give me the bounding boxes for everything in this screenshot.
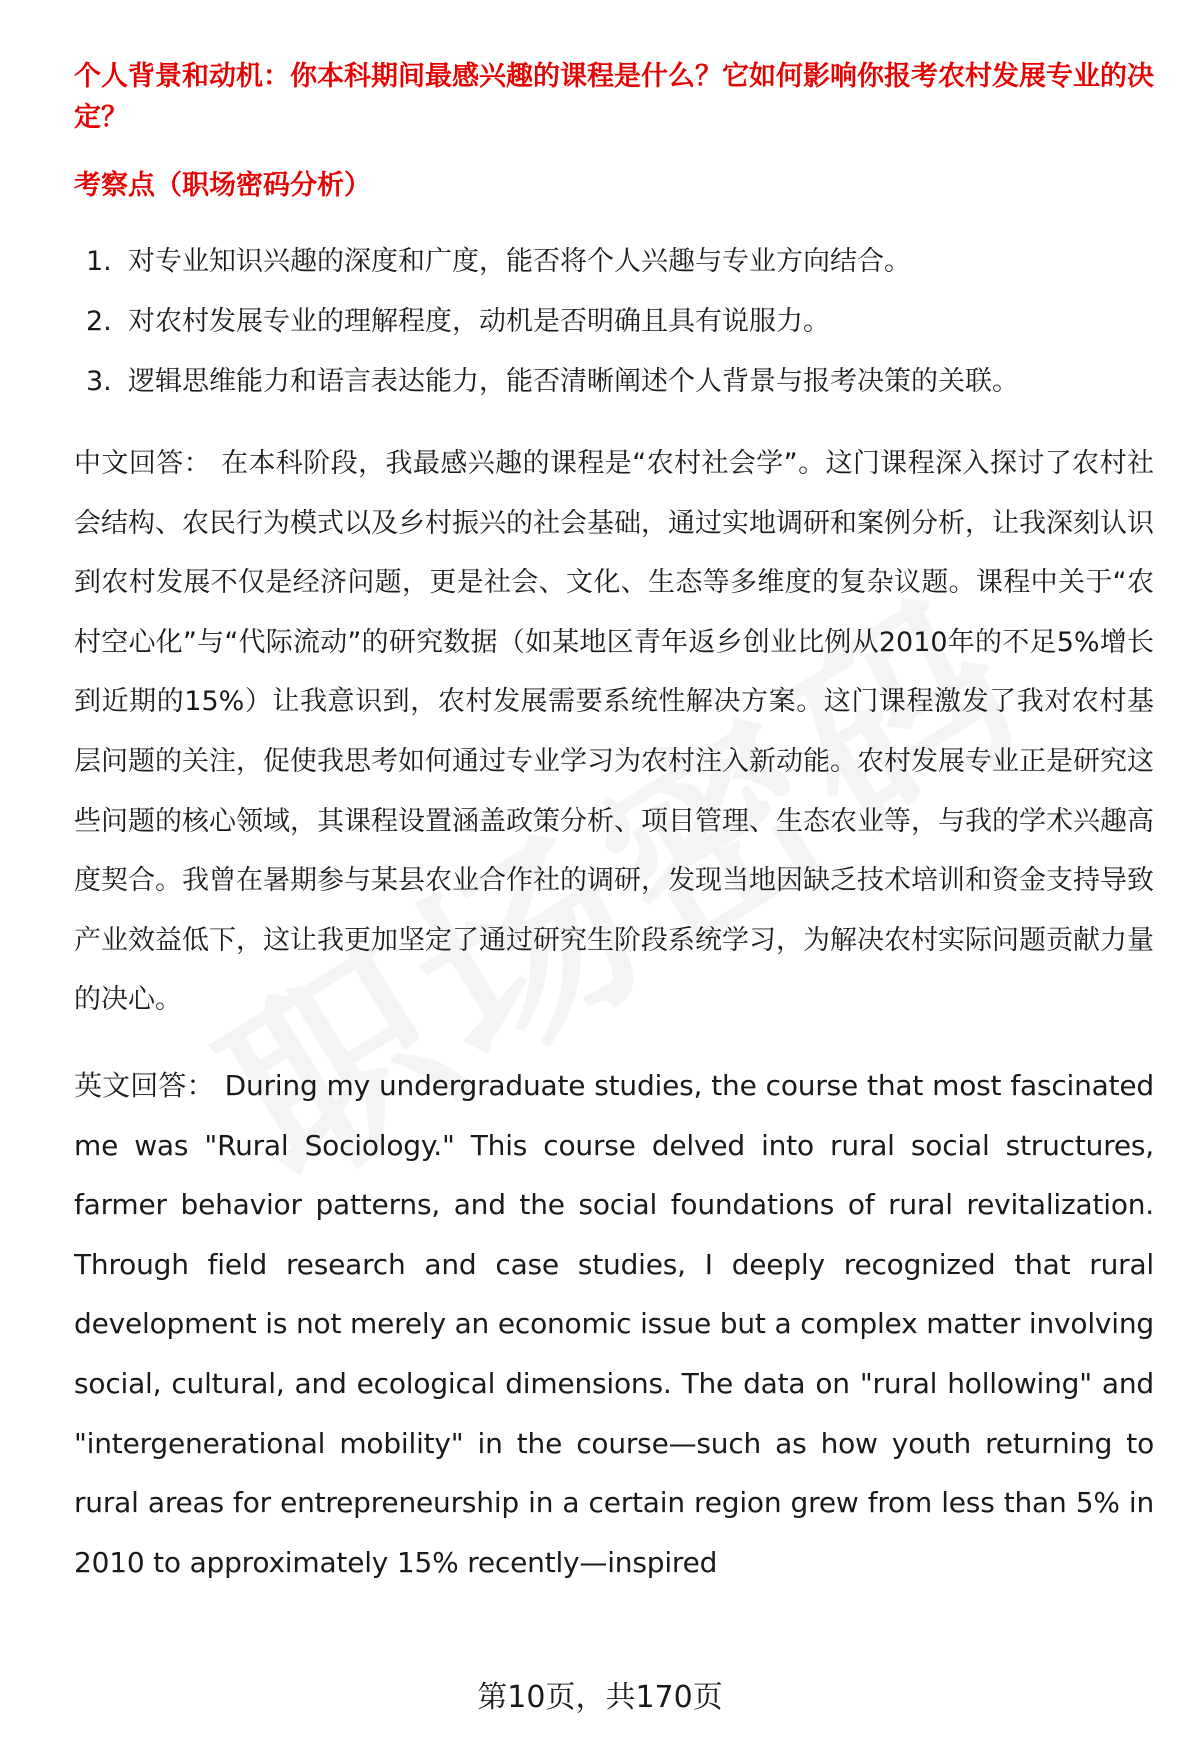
list-item-text: 对农村发展专业的理解程度，动机是否明确且具有说服力。: [128, 306, 830, 337]
list-item-number: 1.: [86, 246, 112, 277]
list-item-number: 2.: [86, 306, 112, 337]
list-item-number: 3.: [86, 366, 112, 397]
english-answer-label: 英文回答：: [74, 1068, 215, 1102]
english-answer-text: During my undergraduate studies, the course that most fascinated me was "Rural Sociology." This course delved into rural social structures, farmer behavior patterns, and the social foundations of rural revitalization. Through field research and case studies, I deeply recognized that rural development is not merely an economic issue but a complex matter involving social, cultural, and ecological dimensions. The data on "rural hollowing" and "intergenerational mobility" in the course—such as how youth returning to rural areas for entrepreneurship in a certain region grew from less than 5% in 2010 to approximately 15% recently—inspired: [74, 1068, 1154, 1579]
list-item: [74, 232, 1154, 292]
section-title: 考察点（职场密码分析）: [74, 170, 371, 201]
content-area: [74, 56, 1154, 1592]
list-item-text: 逻辑思维能力和语言表达能力，能否清晰阐述个人背景与报考决策的关联。: [128, 366, 1019, 397]
points-list: [74, 232, 1154, 412]
list-item: [74, 292, 1154, 352]
question-heading: 个人背景和动机：你本科期间最感兴趣的课程是什么？它如何影响你报考农村发展专业的决定？: [74, 61, 1154, 133]
chinese-answer-text: 在本科阶段，我最感兴趣的课程是“农村社会学”。这门课程深入探讨了农村社会结构、农民行为模式以及乡村振兴的社会基础，通过实地调研和案例分析，让我深刻认识到农村发展不仅是经济问题，更是社会、文化、生态等多维度的复杂议题。课程中关于“农村空心化”与“代际流动”的研究数据（如某地区青年返乡创业比例从2010年的不足5%增长到近期的15%）让我意识到，农村发展需要系统性解决方案。这门课程激发了我对农村基层问题的关注，促使我思考如何通过专业学习为农村注入新动能。农村发展专业正是研究这些问题的核心领域，其课程设置涵盖政策分析、项目管理、生态农业等，与我的学术兴趣高度契合。我曾在暑期参与某县农业合作社的调研，发现当地因缺乏技术培训和资金支持导致产业效益低下，这让我更加坚定了通过研究生阶段系统学习，为解决农村实际问题贡献力量的决心。: [74, 448, 1154, 1016]
page-number: 第10页，共170页: [477, 1680, 723, 1715]
english-answer: [74, 1056, 1154, 1592]
chinese-answer-label: 中文回答：: [74, 448, 212, 479]
list-item-text: 对专业知识兴趣的深度和广度，能否将个人兴趣与专业方向结合。: [128, 246, 911, 277]
list-item: [74, 352, 1154, 412]
chinese-answer: [74, 434, 1154, 1030]
